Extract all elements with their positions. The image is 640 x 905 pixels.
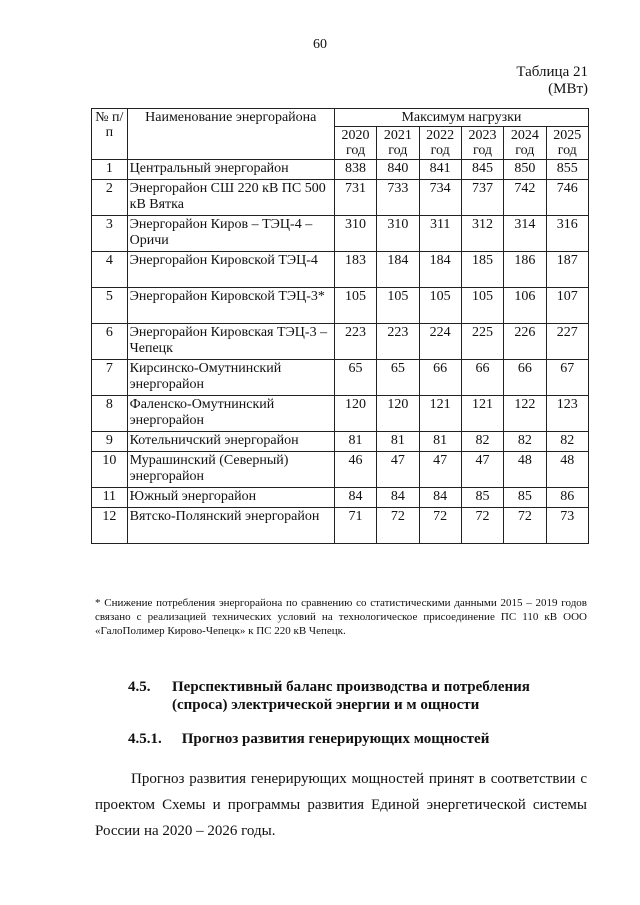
load-value: 746: [546, 180, 589, 216]
row-number: 10: [92, 452, 128, 488]
table-row: [92, 396, 589, 432]
load-value: 734: [419, 180, 461, 216]
load-value: 841: [419, 160, 461, 180]
region-name: Мурашинский (Северный) энергорайон: [127, 452, 334, 488]
load-value: 72: [377, 508, 419, 544]
table-row: [92, 160, 589, 180]
load-value: 316: [546, 216, 589, 252]
load-value: 840: [377, 160, 419, 180]
load-value: 105: [419, 288, 461, 324]
load-value: 187: [546, 252, 589, 288]
load-value: 105: [334, 288, 376, 324]
load-value: 48: [504, 452, 546, 488]
table-caption-unit: (МВт): [548, 81, 588, 97]
footnote: * Снижение потребления энергорайона по сравнению со статистическими данными 2015 – 2019 годов связано с реализацией технических условий на технологическое присоединение ПС 110 кВ ООО «ГалоПолимер Кирово-Чепецк» к ПС 220 кВ Чепецк.: [95, 597, 587, 637]
header-year: 2024 год: [504, 127, 546, 160]
section-title: Прогноз развития генерирующих мощностей: [181, 731, 490, 747]
load-value: 120: [377, 396, 419, 432]
load-value: 65: [334, 360, 376, 396]
load-value: 86: [546, 488, 589, 508]
section-heading-4-5: [128, 678, 588, 714]
section-heading-4-5-1: [128, 731, 489, 748]
load-value: 312: [461, 216, 503, 252]
load-value: 47: [461, 452, 503, 488]
load-value: 227: [546, 324, 589, 360]
body-paragraph: Прогноз развития генерирующих мощностей принят в соответствии с проектом Схемы и программы развития Единой энергетической системы России на 2020 – 2026 годы.: [95, 771, 587, 839]
load-value: 71: [334, 508, 376, 544]
load-value: 81: [377, 432, 419, 452]
row-number: 4: [92, 252, 128, 288]
table-row: [92, 452, 589, 488]
row-number: 2: [92, 180, 128, 216]
table-row: [92, 360, 589, 396]
table-caption: [516, 64, 588, 98]
load-value: 47: [419, 452, 461, 488]
row-number: 1: [92, 160, 128, 180]
header-year: 2020 год: [334, 127, 376, 160]
load-value: 66: [419, 360, 461, 396]
load-value: 123: [546, 396, 589, 432]
load-value: 72: [504, 508, 546, 544]
page-number: 60: [313, 37, 327, 52]
load-value: 121: [419, 396, 461, 432]
header-year: 2023 год: [461, 127, 503, 160]
load-value: 223: [377, 324, 419, 360]
row-number: 8: [92, 396, 128, 432]
load-value: 310: [377, 216, 419, 252]
region-name: Энергорайон Кировская ТЭЦ-3 – Чепецк: [127, 324, 334, 360]
table-body: [92, 160, 589, 544]
load-value: 314: [504, 216, 546, 252]
load-value: 224: [419, 324, 461, 360]
load-value: 311: [419, 216, 461, 252]
section-number: 4.5.: [128, 679, 151, 695]
load-value: 105: [461, 288, 503, 324]
load-value: 855: [546, 160, 589, 180]
load-value: 82: [504, 432, 546, 452]
table-row: [92, 180, 589, 216]
table-row: [92, 488, 589, 508]
load-value: 84: [377, 488, 419, 508]
row-number: 5: [92, 288, 128, 324]
load-value: 737: [461, 180, 503, 216]
region-name: Центральный энергорайон: [127, 160, 334, 180]
region-name: Южный энергорайон: [127, 488, 334, 508]
region-name: Энергорайон Киров – ТЭЦ-4 – Оричи: [127, 216, 334, 252]
load-value: 183: [334, 252, 376, 288]
table-caption-title: Таблица 21: [516, 64, 588, 80]
region-name: Энергорайон Кировской ТЭЦ-3*: [127, 288, 334, 324]
load-value: 186: [504, 252, 546, 288]
load-value: 81: [419, 432, 461, 452]
load-value: 185: [461, 252, 503, 288]
load-value: 310: [334, 216, 376, 252]
region-name: Вятско-Полянский энергорайон: [127, 508, 334, 544]
load-value: 72: [461, 508, 503, 544]
region-name: Энергорайон СШ 220 кВ ПС 500 кВ Вятка: [127, 180, 334, 216]
load-value: 46: [334, 452, 376, 488]
load-value: 184: [377, 252, 419, 288]
load-value: 120: [334, 396, 376, 432]
row-number: 7: [92, 360, 128, 396]
row-number: 9: [92, 432, 128, 452]
table-row: [92, 216, 589, 252]
load-value: 121: [461, 396, 503, 432]
load-value: 47: [377, 452, 419, 488]
load-value: 82: [461, 432, 503, 452]
region-name: Фаленско-Омутнинский энергорайон: [127, 396, 334, 432]
header-year: 2022 год: [419, 127, 461, 160]
load-value: 65: [377, 360, 419, 396]
header-year: 2021 год: [377, 127, 419, 160]
load-value: 184: [419, 252, 461, 288]
load-value: 48: [546, 452, 589, 488]
load-value: 67: [546, 360, 589, 396]
load-value: 73: [546, 508, 589, 544]
load-value: 733: [377, 180, 419, 216]
load-value: 85: [461, 488, 503, 508]
row-number: 3: [92, 216, 128, 252]
load-value: 731: [334, 180, 376, 216]
table-row: [92, 324, 589, 360]
region-name: Котельничский энергорайон: [127, 432, 334, 452]
section-number: 4.5.1.: [128, 731, 162, 747]
table-row: [92, 432, 589, 452]
table-row: [92, 252, 589, 288]
region-name: Кирсинско-Омутнинский энергорайон: [127, 360, 334, 396]
load-value: 84: [334, 488, 376, 508]
load-value: 226: [504, 324, 546, 360]
section-title: Перспективный баланс производства и потребления (спроса) электрической энергии и м ощности: [172, 679, 530, 713]
load-value: 845: [461, 160, 503, 180]
table-row: [92, 288, 589, 324]
header-year: 2025 год: [546, 127, 589, 160]
row-number: 11: [92, 488, 128, 508]
table-row: [92, 508, 589, 544]
load-value: 105: [377, 288, 419, 324]
load-table: [91, 108, 589, 544]
header-group: Максимум нагрузки: [334, 109, 588, 127]
load-value: 106: [504, 288, 546, 324]
load-value: 81: [334, 432, 376, 452]
row-number: 6: [92, 324, 128, 360]
load-value: 742: [504, 180, 546, 216]
load-value: 66: [461, 360, 503, 396]
load-value: 850: [504, 160, 546, 180]
load-value: 84: [419, 488, 461, 508]
load-value: 107: [546, 288, 589, 324]
load-value: 225: [461, 324, 503, 360]
header-name: Наименование энергорайона: [127, 109, 334, 160]
load-value: 223: [334, 324, 376, 360]
load-value: 838: [334, 160, 376, 180]
load-value: 66: [504, 360, 546, 396]
row-number: 12: [92, 508, 128, 544]
load-value: 82: [546, 432, 589, 452]
region-name: Энергорайон Кировской ТЭЦ-4: [127, 252, 334, 288]
load-value: 72: [419, 508, 461, 544]
load-value: 85: [504, 488, 546, 508]
header-num: № п/п: [92, 109, 128, 160]
load-value: 122: [504, 396, 546, 432]
